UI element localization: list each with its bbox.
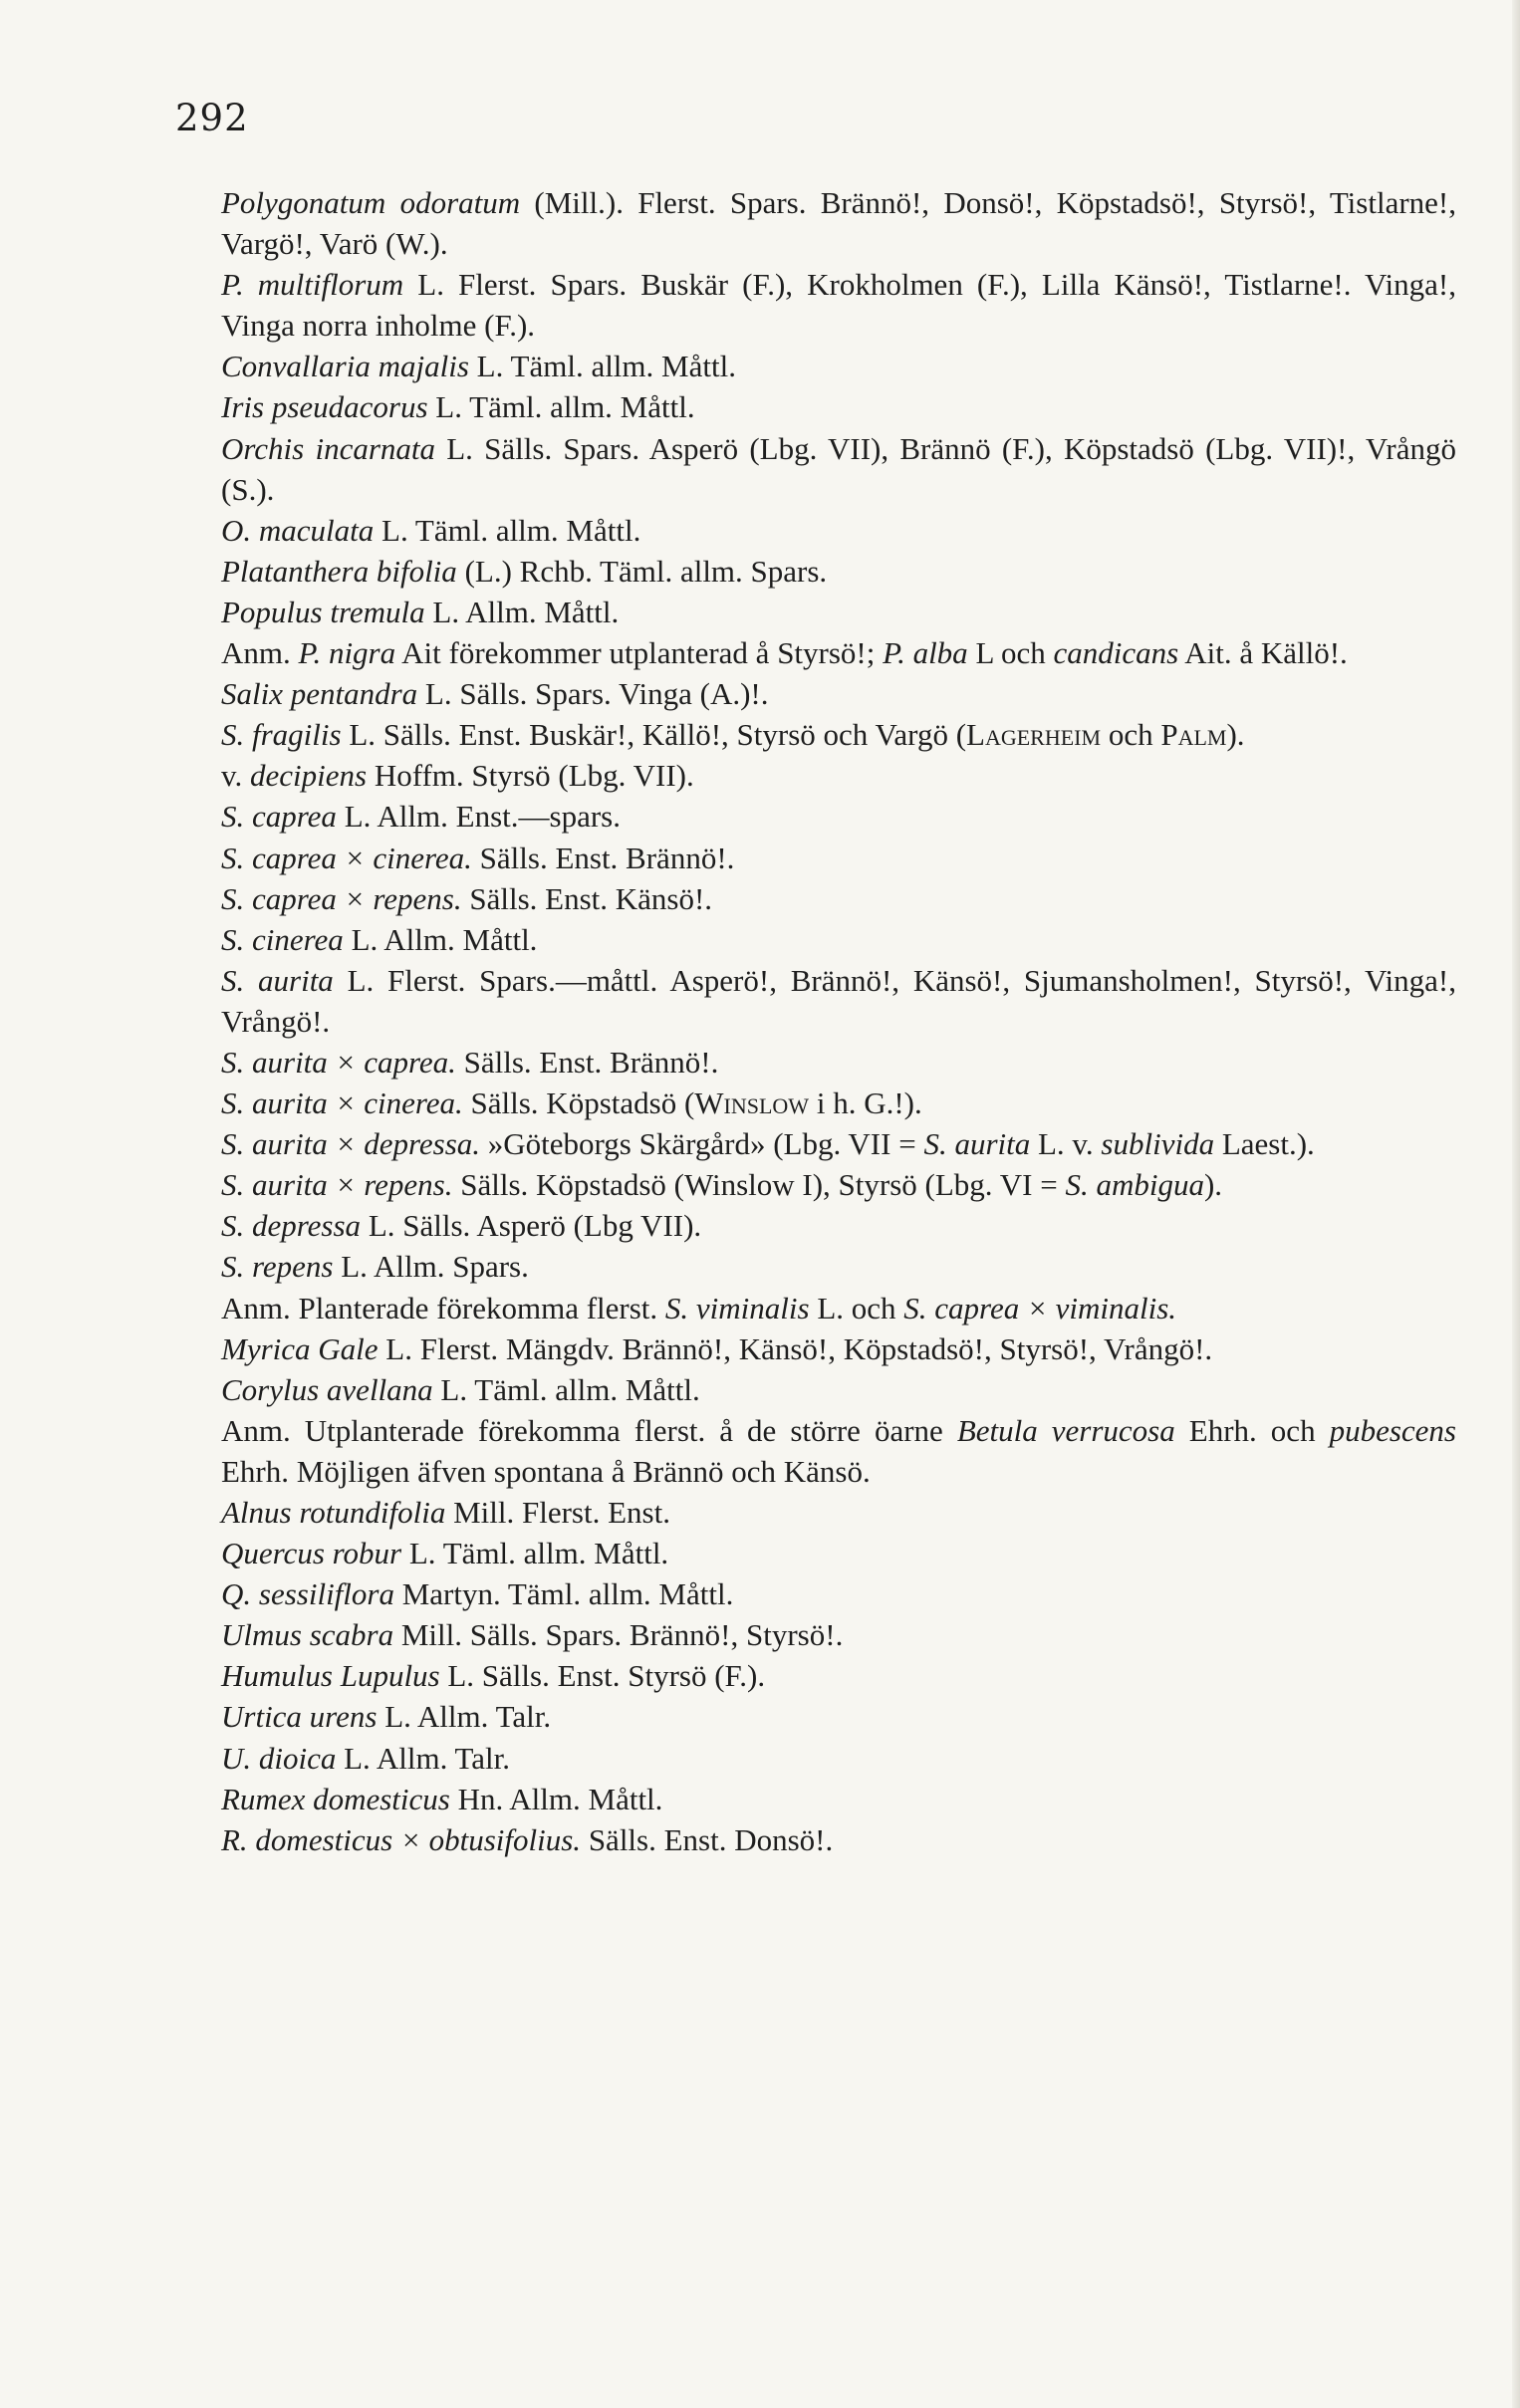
- taxon-name: R. domesticus × obtusifolius.: [221, 1821, 582, 1857]
- entry-text: ).: [1226, 717, 1245, 753]
- entry-text: Ehrh. Möjligen äfven spontana å Brännö och Känsö.: [221, 1453, 871, 1489]
- entry-myrica-gale: [179, 1328, 1456, 1369]
- taxon-name: S. caprea × viminalis.: [903, 1290, 1177, 1325]
- taxon-name: Myrica Gale: [221, 1330, 379, 1366]
- taxon-name: S. depressa: [221, 1208, 362, 1244]
- entry-polygonatum-odoratum: [179, 182, 1456, 264]
- taxon-name: P. alba: [883, 635, 968, 671]
- entry-salix-depressa: [179, 1205, 1456, 1246]
- entry-anm-populus: [179, 632, 1456, 673]
- taxon-name: P. nigra: [298, 635, 396, 671]
- taxon-name: Platanthera bifolia: [221, 553, 457, 589]
- taxon-name: Populus tremula: [221, 594, 425, 629]
- taxon-name: O. maculata: [221, 512, 375, 548]
- entry-text: v.: [221, 758, 250, 794]
- entry-text: L. Sälls. Enst. Buskär!, Källö!, Styrsö och Vargö (: [341, 717, 967, 753]
- entry-text: L. Sälls. Spars. Asperö (Lbg. VII), Brännö (F.), Köpstadsö (Lbg. VII)!, Vrångö (S.).: [221, 430, 1456, 507]
- entry-populus-tremula: [179, 592, 1456, 632]
- entry-text: L. v.: [1030, 1126, 1102, 1162]
- entry-text: och: [1101, 717, 1161, 753]
- species-list: [179, 182, 1456, 1860]
- taxon-name: Corylus avellana: [221, 1371, 433, 1407]
- entry-text: Ait förekommer utplanterad å Styrsö!;: [395, 635, 884, 671]
- entry-salix-caprea: [179, 796, 1456, 837]
- entry-iris-pseudacorus: [179, 386, 1456, 427]
- entry-text: Hoffm. Styrsö (Lbg. VII).: [367, 758, 694, 794]
- entry-salix-fragilis: [179, 714, 1456, 755]
- entry-text: L. Allm. Måttl.: [424, 594, 620, 629]
- entry-salix-caprea-repens: [179, 878, 1456, 919]
- entry-urtica-dioica: [179, 1738, 1456, 1779]
- taxon-name: S. aurita × caprea.: [221, 1044, 456, 1080]
- entry-text: L. Täml. allm. Måttl.: [374, 512, 641, 548]
- entry-text: ).: [1203, 1167, 1223, 1203]
- entry-text: Sälls. Köpstadsö (Winslow I), Styrsö (Lbg. VI =: [452, 1167, 1066, 1203]
- entry-text: L. Sälls. Spars. Vinga (A.)!.: [417, 676, 769, 712]
- taxon-name: S. aurita: [221, 962, 334, 998]
- taxon-name: S. caprea × repens.: [221, 880, 462, 916]
- taxon-name: Rumex domesticus: [221, 1781, 450, 1816]
- taxon-name: Orchis incarnata: [221, 430, 436, 466]
- entry-salix-aurita: [179, 960, 1456, 1042]
- page-edge-shadow: [1512, 0, 1520, 2408]
- entry-salix-pentandra: [179, 673, 1456, 714]
- entry-text: L. Flerst. Spars. Buskär (F.), Krokholmen (F.), Lilla Känsö!, Tistlarne!. Vinga!, Vinga norra inholme (F.).: [221, 267, 1456, 344]
- entry-text: L. Flerst. Mängdv. Brännö!, Känsö!, Köpstadsö!, Styrsö!, Vrångö!.: [378, 1330, 1213, 1366]
- entry-text: »Göteborgs Skärgård» (Lbg. VII =: [480, 1126, 924, 1162]
- entry-platanthera-bifolia: [179, 551, 1456, 592]
- entry-alnus-rotundifolia: [179, 1492, 1456, 1533]
- entry-rumex-domesticus-obtusifolius: [179, 1819, 1456, 1860]
- taxon-name: S. aurita × depressa.: [221, 1126, 481, 1162]
- entry-text: L. Täml. allm. Måttl.: [432, 1371, 700, 1407]
- entry-anm-betula: [179, 1410, 1456, 1492]
- taxon-name: candicans: [1053, 635, 1179, 671]
- entry-text: Ehrh. och: [1174, 1412, 1330, 1448]
- entry-polygonatum-multiflorum: [179, 264, 1456, 346]
- entry-text: L. Täml. allm. Måttl.: [468, 349, 736, 384]
- taxon-name: S. ambigua: [1065, 1167, 1204, 1203]
- entry-salix-aurita-depressa: [179, 1123, 1456, 1164]
- entry-text: Sälls. Enst. Känsö!.: [461, 880, 713, 916]
- taxon-name: S. aurita × repens.: [221, 1167, 453, 1203]
- entry-salix-aurita-repens: [179, 1164, 1456, 1205]
- entry-ulmus-scabra: [179, 1614, 1456, 1655]
- entry-quercus-robur: [179, 1533, 1456, 1573]
- entry-salix-caprea-cinerea: [179, 838, 1456, 878]
- taxon-name: Convallaria majalis: [221, 349, 469, 384]
- taxon-name: sublivida: [1101, 1126, 1215, 1162]
- entry-text: L. Allm. Spars.: [333, 1249, 529, 1285]
- entry-salix-aurita-caprea: [179, 1042, 1456, 1083]
- author-name: Lagerheim: [966, 717, 1102, 753]
- taxon-name: Quercus robur: [221, 1536, 402, 1571]
- taxon-name: decipiens: [250, 758, 368, 794]
- entry-text: Mill. Flerst. Enst.: [445, 1495, 670, 1530]
- entry-text: L. Allm. Talr.: [377, 1699, 552, 1735]
- taxon-name: Salix pentandra: [221, 676, 418, 712]
- entry-humulus-lupulus: [179, 1655, 1456, 1696]
- taxon-name: Betula verrucosa: [956, 1412, 1175, 1448]
- taxon-name: Ulmus scabra: [221, 1617, 394, 1653]
- entry-text: L. Flerst. Spars.—måttl. Asperö!, Brännö!, Känsö!, Sjumansholmen!, Styrsö!, Vinga!, Vrångö!.: [221, 962, 1456, 1039]
- entry-text: Anm. Utplanterade förekomma flerst. å de större öarne: [221, 1412, 957, 1448]
- author-name: Palm: [1160, 717, 1227, 753]
- entry-convallaria-majalis: [179, 346, 1456, 386]
- taxon-name: P. multiflorum: [221, 267, 404, 303]
- entry-text: L. Sälls. Enst. Styrsö (F.).: [439, 1658, 766, 1694]
- taxon-name: S. viminalis: [664, 1290, 810, 1325]
- taxon-name: Iris pseudacorus: [221, 389, 428, 425]
- entry-text: Laest.).: [1214, 1126, 1315, 1162]
- entry-anm-salix: [179, 1288, 1456, 1328]
- entry-text: (Mill.). Flerst. Spars. Brännö!, Donsö!, Köpstadsö!, Styrsö!, Tistlarne!, Vargö!, Varö (W.).: [221, 185, 1456, 262]
- entry-text: i h. G.!).: [809, 1085, 922, 1121]
- entry-salix-fragilis-decipiens: [179, 755, 1456, 796]
- author-name: Winslow: [694, 1085, 810, 1121]
- page-number: 292: [175, 97, 249, 139]
- entry-text: L. Allm. Talr.: [336, 1740, 511, 1776]
- entry-text: Ait. å Källö!.: [1178, 635, 1348, 671]
- taxon-name: pubescens: [1329, 1412, 1456, 1448]
- entry-text: L. Allm. Måttl.: [343, 921, 538, 957]
- taxon-name: S. aurita × cinerea.: [221, 1085, 463, 1121]
- taxon-name: S. caprea: [221, 799, 337, 835]
- entry-text: Sälls. Enst. Brännö!.: [471, 840, 735, 875]
- taxon-name: Urtica urens: [221, 1699, 378, 1735]
- taxon-name: S. cinerea: [221, 921, 344, 957]
- entry-urtica-urens: [179, 1696, 1456, 1737]
- entry-text: Sälls. Enst. Donsö!.: [581, 1821, 834, 1857]
- taxon-name: Alnus rotundifolia: [221, 1495, 446, 1530]
- taxon-name: U. dioica: [221, 1740, 337, 1776]
- entry-text: L. Täml. allm. Måttl.: [401, 1536, 669, 1571]
- entry-salix-cinerea: [179, 919, 1456, 960]
- taxon-name: Humulus Lupulus: [221, 1658, 440, 1694]
- entry-orchis-incarnata: [179, 428, 1456, 510]
- entry-text: (L.) Rchb. Täml. allm. Spars.: [456, 553, 828, 589]
- taxon-name: Polygonatum odoratum: [221, 185, 521, 220]
- taxon-name: S. aurita: [923, 1126, 1031, 1162]
- entry-text: Sälls. Köpstadsö (: [462, 1085, 695, 1121]
- entry-salix-aurita-cinerea: [179, 1083, 1456, 1123]
- entry-text: Anm. Planterade förekomma flerst.: [221, 1290, 665, 1325]
- entry-corylus-avellana: [179, 1369, 1456, 1410]
- entry-rumex-domesticus: [179, 1779, 1456, 1819]
- entry-text: L. Allm. Enst.—spars.: [336, 799, 621, 835]
- entry-salix-repens: [179, 1246, 1456, 1287]
- entry-text: L. och: [809, 1290, 904, 1325]
- taxon-name: S. caprea × cinerea.: [221, 840, 472, 875]
- taxon-name: Q. sessiliflora: [221, 1576, 394, 1612]
- entry-orchis-maculata: [179, 510, 1456, 551]
- entry-text: Sälls. Enst. Brännö!.: [455, 1044, 719, 1080]
- entry-text: Mill. Sälls. Spars. Brännö!, Styrsö!.: [393, 1617, 844, 1653]
- entry-text: L. Täml. allm. Måttl.: [427, 389, 695, 425]
- entry-text: L. Sälls. Asperö (Lbg VII).: [361, 1208, 702, 1244]
- entry-text: Martyn. Täml. allm. Måttl.: [393, 1576, 734, 1612]
- entry-text: Anm.: [221, 635, 299, 671]
- entry-text: Hn. Allm. Måttl.: [449, 1781, 663, 1816]
- entry-text: L och: [967, 635, 1054, 671]
- entry-quercus-sessiliflora: [179, 1573, 1456, 1614]
- taxon-name: S. repens: [221, 1249, 334, 1285]
- taxon-name: S. fragilis: [221, 717, 342, 753]
